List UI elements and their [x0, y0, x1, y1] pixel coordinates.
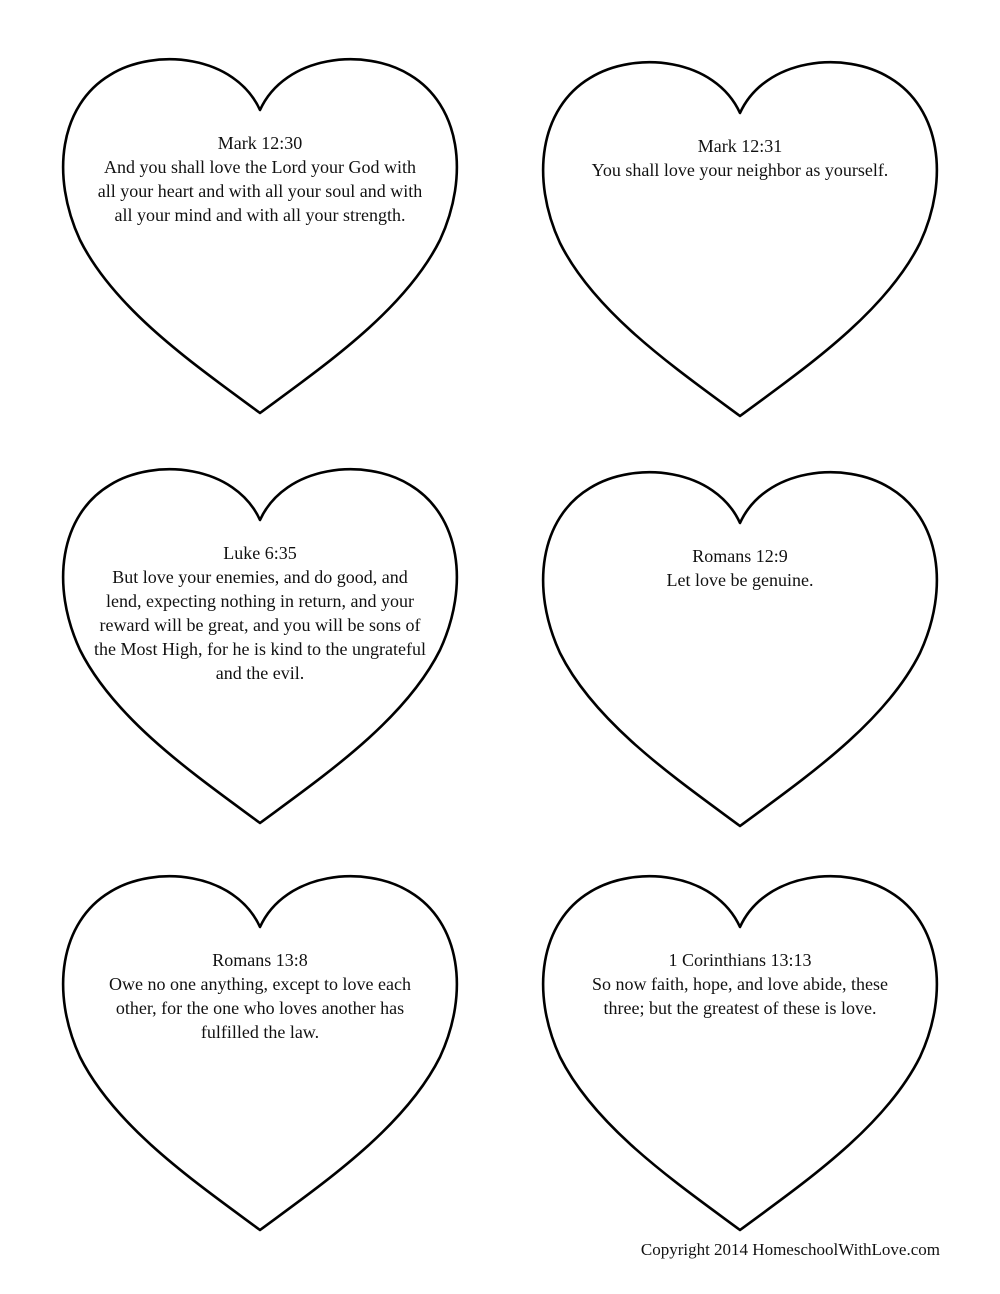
heart-outline: [55, 872, 465, 1232]
verse-block: [93, 541, 427, 685]
verse-text: So now faith, hope, and love abide, these three; but the greatest of these is love.: [592, 974, 888, 1018]
heart-outline: [535, 58, 945, 418]
heart-card-romans-13-8: [55, 872, 465, 1232]
heart-outline: [55, 55, 465, 415]
heart-outline: [535, 468, 945, 828]
heart-card-mark-12-31: [535, 58, 945, 418]
verse-text: Let love be genuine.: [666, 570, 814, 590]
heart-outline: [535, 872, 945, 1232]
verse-block: [573, 544, 907, 592]
verse-block: [573, 134, 907, 182]
verse-reference: Mark 12:31: [697, 136, 783, 156]
verse-text: And you shall love the Lord your God with all your heart and with all your soul and with all your mind and with all your strength.: [97, 157, 423, 225]
verse-block: [93, 948, 427, 1044]
verse-reference: Luke 6:35: [223, 543, 297, 563]
verse-reference: 1 Corinthians 13:13: [668, 950, 812, 970]
verse-text: But love your enemies, and do good, and lend, expecting nothing in return, and your reward will be great, and you will be sons of the Most High, for he is kind to the ungrateful and the evil.: [94, 567, 426, 683]
verse-reference: Romans 12:9: [692, 546, 788, 566]
verse-block: [573, 948, 907, 1020]
heart-card-romans-12-9: [535, 468, 945, 828]
verse-reference: Romans 13:8: [212, 950, 308, 970]
verse-text: You shall love your neighbor as yourself.: [591, 160, 889, 180]
verse-text: Owe no one anything, except to love each other, for the one who loves another has fulfilled the law.: [109, 974, 411, 1042]
heart-card-mark-12-30: [55, 55, 465, 415]
copyright-notice: Copyright 2014 HomeschoolWithLove.com: [640, 1240, 940, 1259]
verse-block: [93, 131, 427, 227]
heart-card-1-corinthians-13-13: [535, 872, 945, 1232]
verse-reference: Mark 12:30: [217, 133, 303, 153]
heart-card-luke-6-35: [55, 465, 465, 825]
